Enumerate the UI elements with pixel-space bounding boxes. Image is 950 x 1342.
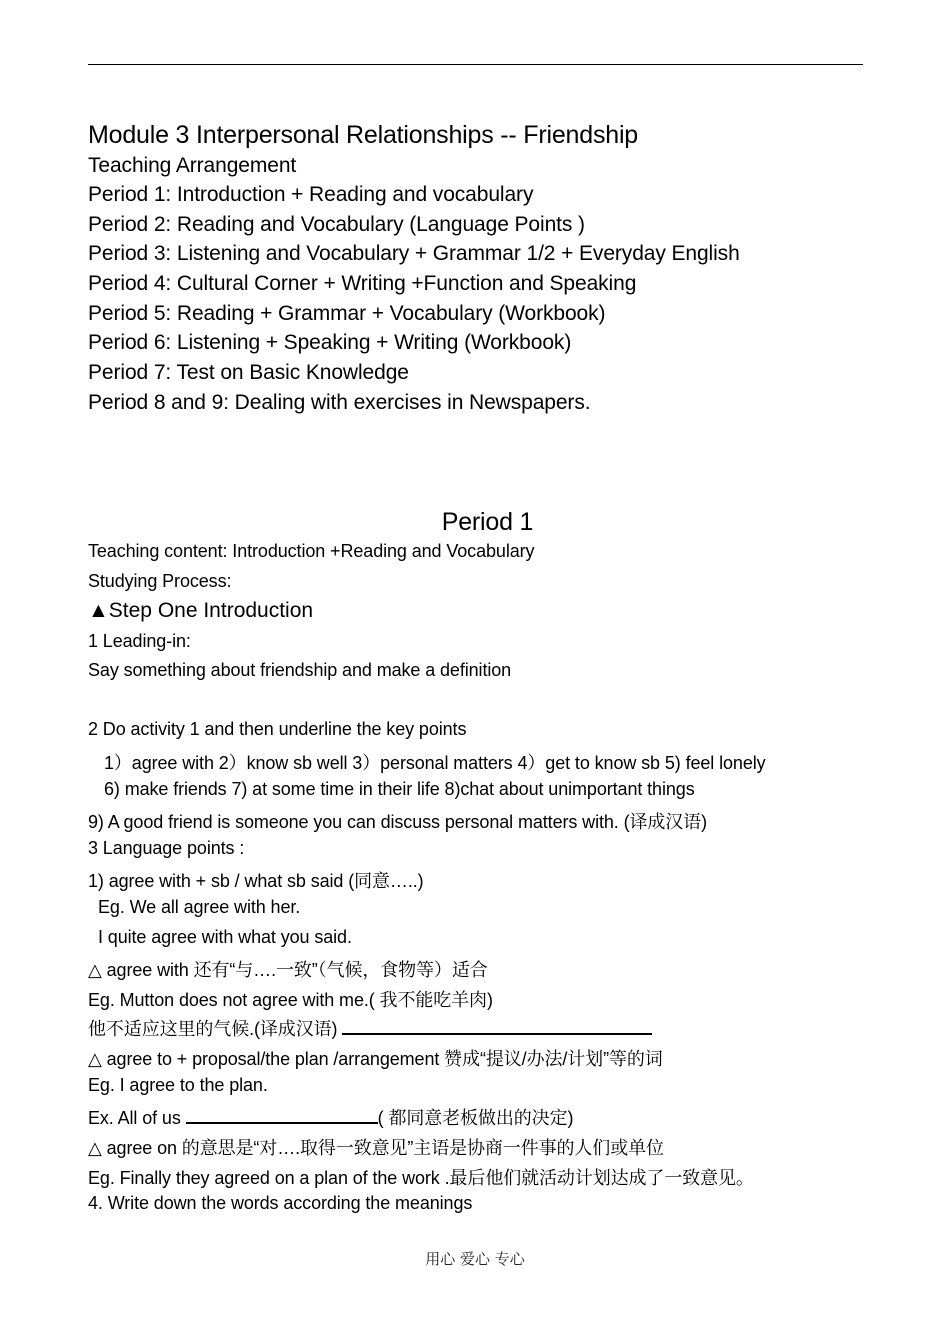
period-item: Period 7: Test on Basic Knowledge [88, 361, 409, 384]
fill-in-exercise [88, 1104, 573, 1130]
write-words-instruction: 4. Write down the words according the meanings [88, 1193, 473, 1213]
phrases-row: 1）agree with 2）know sb well 3）personal matters 4）get to know sb 5) feel lonely [104, 753, 766, 773]
say-something: Say something about friendship and make a definition [88, 660, 512, 680]
studying-process: Studying Process: [88, 571, 232, 591]
step-one-heading: ▲Step One Introduction [88, 599, 314, 622]
translation-prompt: 他不适应这里的气候.(译成汉语) [88, 1019, 343, 1039]
arrangement-title: Teaching Arrangement [88, 154, 297, 177]
example: Eg. We all agree with her. [98, 897, 301, 917]
period-item: Period 5: Reading + Grammar + Vocabulary (Workbook) [88, 302, 606, 325]
leading-in: 1 Leading-in: [88, 631, 191, 651]
answer-blank[interactable] [342, 1017, 652, 1035]
module-title: Module 3 Interpersonal Relationships -- Friendship [88, 121, 639, 149]
teaching-content: Teaching content: Introduction +Reading and Vocabulary [88, 541, 535, 561]
example: I quite agree with what you said. [98, 927, 352, 947]
note-agree-to: △ agree to + proposal/the plan /arrangement 赞成“提议/办法/计划”等的词 [88, 1049, 663, 1069]
page-footer: 用心 爱心 专心 [425, 1250, 525, 1268]
translation-exercise [88, 1015, 652, 1041]
period-item: Period 3: Listening and Vocabulary + Grammar 1/2 + Everyday English [88, 242, 740, 265]
period1-heading: Period 1 [441, 508, 534, 536]
exercise-hint: ( 都同意老板做出的决定) [377, 1108, 574, 1128]
activity-instruction: 2 Do activity 1 and then underline the key points [88, 719, 467, 739]
language-points: 3 Language points : [88, 838, 245, 858]
example: Eg. Finally they agreed on a plan of the work .最后他们就活动计划达成了一致意见。 [88, 1168, 754, 1188]
example: Eg. Mutton does not agree with me.( 我不能吃羊肉) [88, 990, 493, 1010]
note-agree-with: △ agree with 还有“与….一致”（气候，食物等）适合 [88, 960, 488, 980]
period-item: Period 8 and 9: Dealing with exercises in Newspapers. [88, 391, 591, 414]
note-agree-on: △ agree on 的意思是“对….取得一致意见”主语是协商一件事的人们或单位 [88, 1138, 664, 1158]
example: Eg. I agree to the plan. [88, 1075, 268, 1095]
answer-blank[interactable] [186, 1106, 378, 1124]
period-item: Period 6: Listening + Speaking + Writing (Workbook) [88, 331, 572, 354]
lp-agree-with: 1) agree with + sb / what sb said (同意…..) [88, 871, 424, 891]
phrases-row: 6) make friends 7) at some time in their life 8)chat about unimportant things [104, 779, 695, 799]
period-item: Period 2: Reading and Vocabulary (Language Points ) [88, 213, 585, 236]
header-rule [88, 64, 863, 65]
period-item: Period 4: Cultural Corner + Writing +Function and Speaking [88, 272, 637, 295]
item-9: 9) A good friend is someone you can discuss personal matters with. (译成汉语) [88, 812, 707, 832]
exercise-prefix: Ex. All of us [88, 1108, 186, 1128]
period-item: Period 1: Introduction + Reading and vocabulary [88, 183, 534, 206]
